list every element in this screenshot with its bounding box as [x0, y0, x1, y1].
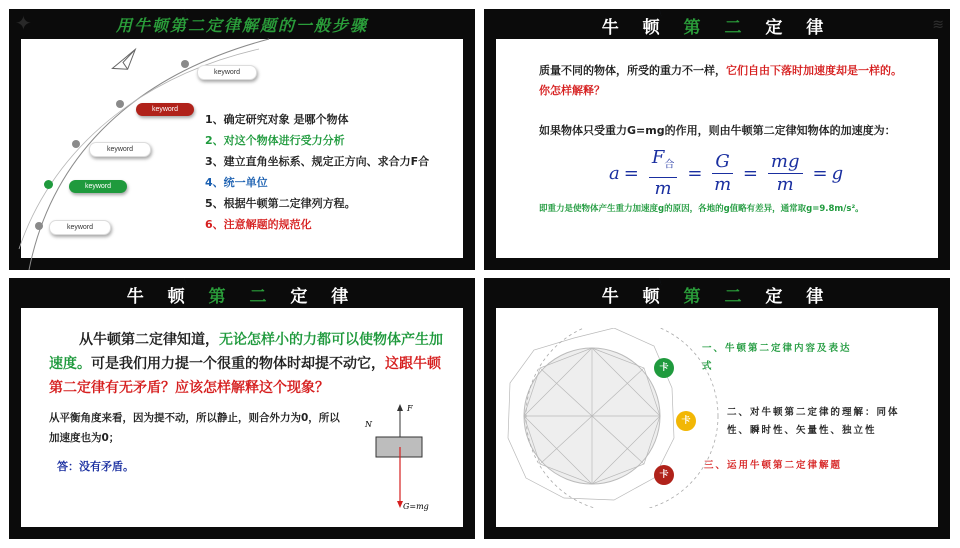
keyword-tag[interactable]: keyword: [69, 180, 127, 193]
note-text: 即重力是使物体产生重力加速度g的原因，各地的g值略有差异，通常取g=9.8m/s²。: [539, 204, 864, 214]
keyword-tag[interactable]: keyword: [49, 220, 111, 235]
timeline-dot: [72, 140, 80, 148]
step-item: 5、根据牛顿第二定律列方程。: [205, 197, 356, 210]
timeline-dot-active: [44, 180, 53, 189]
slide-4[interactable]: [484, 278, 950, 539]
outline-item[interactable]: 三、运用牛顿第二定律解题: [704, 460, 843, 471]
block-shape: [376, 437, 422, 457]
force-diagram: [364, 403, 434, 518]
item-badge-icon: 卡: [654, 358, 674, 378]
keyword-tag[interactable]: keyword: [136, 103, 194, 116]
keyword-tag[interactable]: keyword: [197, 65, 257, 80]
slide-1-title: 用牛顿第二定律解题的一般步骤: [115, 16, 368, 35]
keyword-tag[interactable]: keyword: [89, 142, 151, 157]
slide-3[interactable]: [9, 278, 475, 539]
item-badge-icon: 卡: [676, 411, 696, 431]
step-item: 1、确定研究对象 是哪个物体: [205, 113, 349, 126]
slide-2-title: 牛 顿 第 二 定 律: [601, 18, 833, 38]
step-list: [205, 109, 429, 235]
slide-2[interactable]: [484, 9, 950, 270]
slide-1[interactable]: [9, 9, 475, 270]
question-text: 质量不同的物体，所受的重力不一样，它们自由下落时加速度却是一样的。你怎样解释？: [539, 64, 902, 97]
paragraph-explanation: 从平衡角度来看，因为提不动，所以静止，则合外力为0，所以加速度也为0；: [49, 412, 340, 444]
step-item: 6、注意解题的规范化: [205, 218, 312, 231]
formula: a = $\frac{F_合}{m}$ = $\frac{G}{m}$ = $\frac{mg}{m}$ = g: [609, 147, 844, 199]
background-decoration: ✦: [15, 11, 32, 35]
item-badge-icon: 卡: [654, 465, 674, 485]
outline-item[interactable]: 一、牛顿第二定律内容及表达式: [702, 343, 852, 372]
background-decoration: ≋: [932, 17, 944, 33]
label-g: G=mg: [403, 502, 429, 511]
paragraph-main: 从牛顿第二定律知道，无论怎样小的力都可以使物体产生加速度。可是我们用力提一个很重的物体时却提不动它，这跟牛顿第二定律有无矛盾？应该怎样解释这个现象？: [49, 332, 443, 396]
intro-text: 如果物体只受重力G=mg的作用，则由牛顿第二定律知物体的加速度为：: [539, 124, 896, 137]
outline-item[interactable]: 二、对牛顿第二定律的理解：同体性、瞬时性、矢量性、独立性: [727, 407, 900, 436]
timeline-dot: [116, 100, 124, 108]
step-item: 2、对这个物体进行受力分析: [205, 134, 345, 147]
timeline-dot: [35, 222, 43, 230]
paper-plane-icon: [109, 49, 141, 74]
step-item: 4、统一单位: [205, 176, 268, 189]
step-item: 3、建立直角坐标系、规定正方向、求合力F合: [205, 155, 430, 168]
label-f: F: [407, 404, 413, 413]
slide-4-title: 牛 顿 第 二 定 律: [601, 287, 833, 307]
slide-3-title: 牛 顿 第 二 定 律: [126, 287, 358, 307]
label-n: N: [365, 420, 372, 429]
timeline-dot: [181, 60, 189, 68]
answer-text: 答：没有矛盾。: [57, 460, 134, 473]
